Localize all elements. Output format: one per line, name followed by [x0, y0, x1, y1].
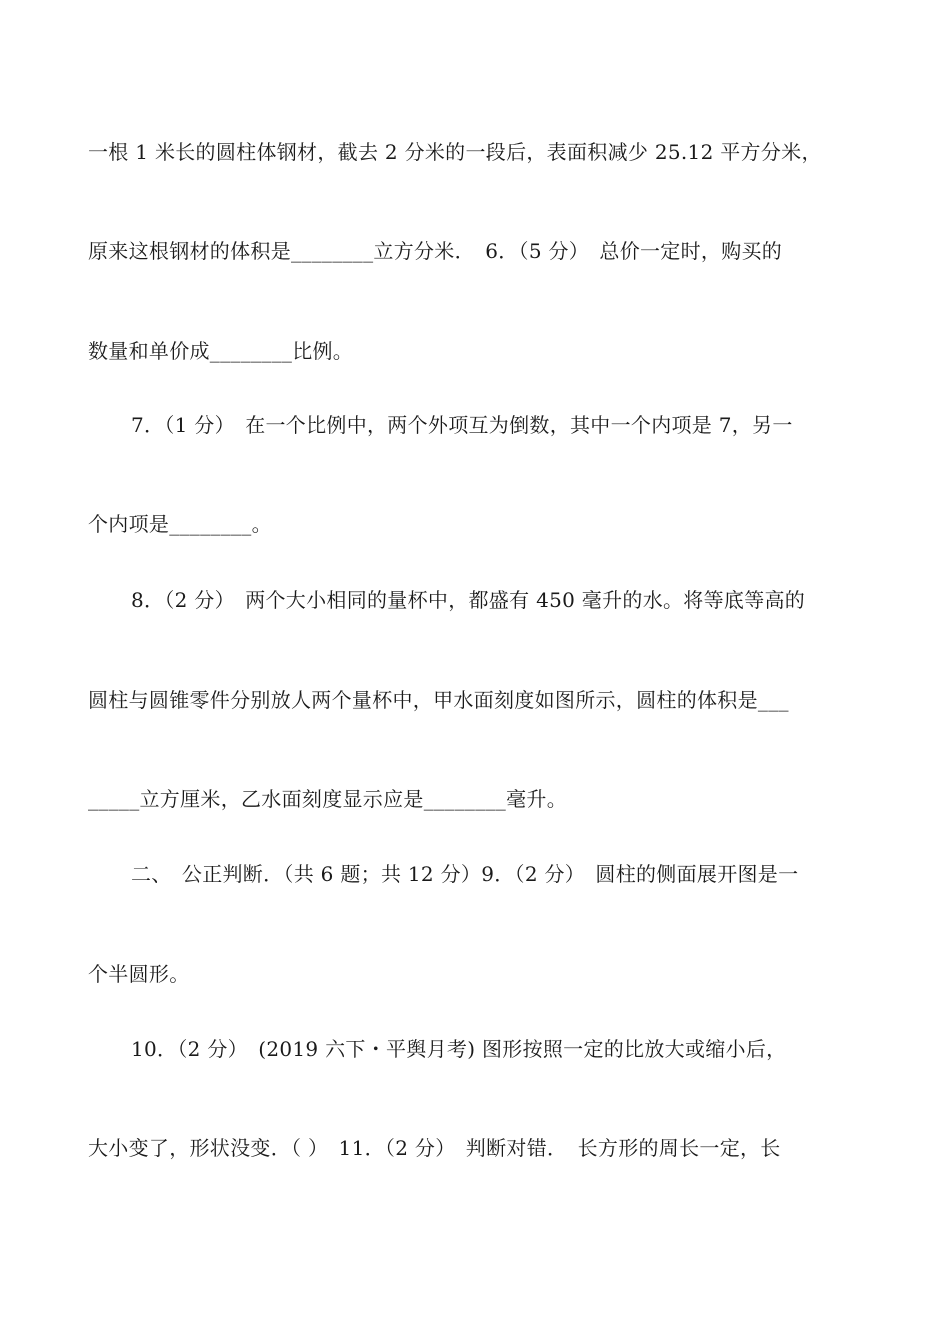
question-8-line: 8．（2 分） 两个大小相同的量杯中，都盛有 450 毫升的水。将等底等高的: [131, 588, 806, 612]
question-7-line: 7．（1 分） 在一个比例中，两个外项互为倒数，其中一个内项是 7，另一: [131, 413, 793, 437]
question-10-line: 10．（2 分） (2019 六下・平舆月考) 图形按照一定的比放大或缩小后，: [131, 1037, 787, 1061]
text-line: 数量和单价成________比例。: [88, 339, 354, 363]
text-line: 原来这根钢材的体积是________立方分米． 6．（5 分） 总价一定时，购买的: [88, 239, 783, 263]
text-line: 圆柱与圆锥零件分别放人两个量杯中，甲水面刻度如图所示，圆柱的体积是___: [88, 688, 789, 712]
text-line: 一根 1 米长的圆柱体钢材，截去 2 分米的一段后，表面积减少 25.12 平方分米，: [88, 140, 822, 164]
text-line: 大小变了，形状没变．（ ） 11．（2 分） 判断对错． 长方形的周长一定，长: [88, 1136, 781, 1160]
section-2-heading-line: 二、 公正判断．（共 6 题；共 12 分）9．（2 分） 圆柱的侧面展开图是一: [131, 862, 799, 886]
text-line: _____立方厘米，乙水面刻度显示应是________毫升。: [88, 787, 567, 811]
text-line: 个半圆形。: [88, 962, 190, 986]
text-line: 个内项是________。: [88, 512, 272, 536]
